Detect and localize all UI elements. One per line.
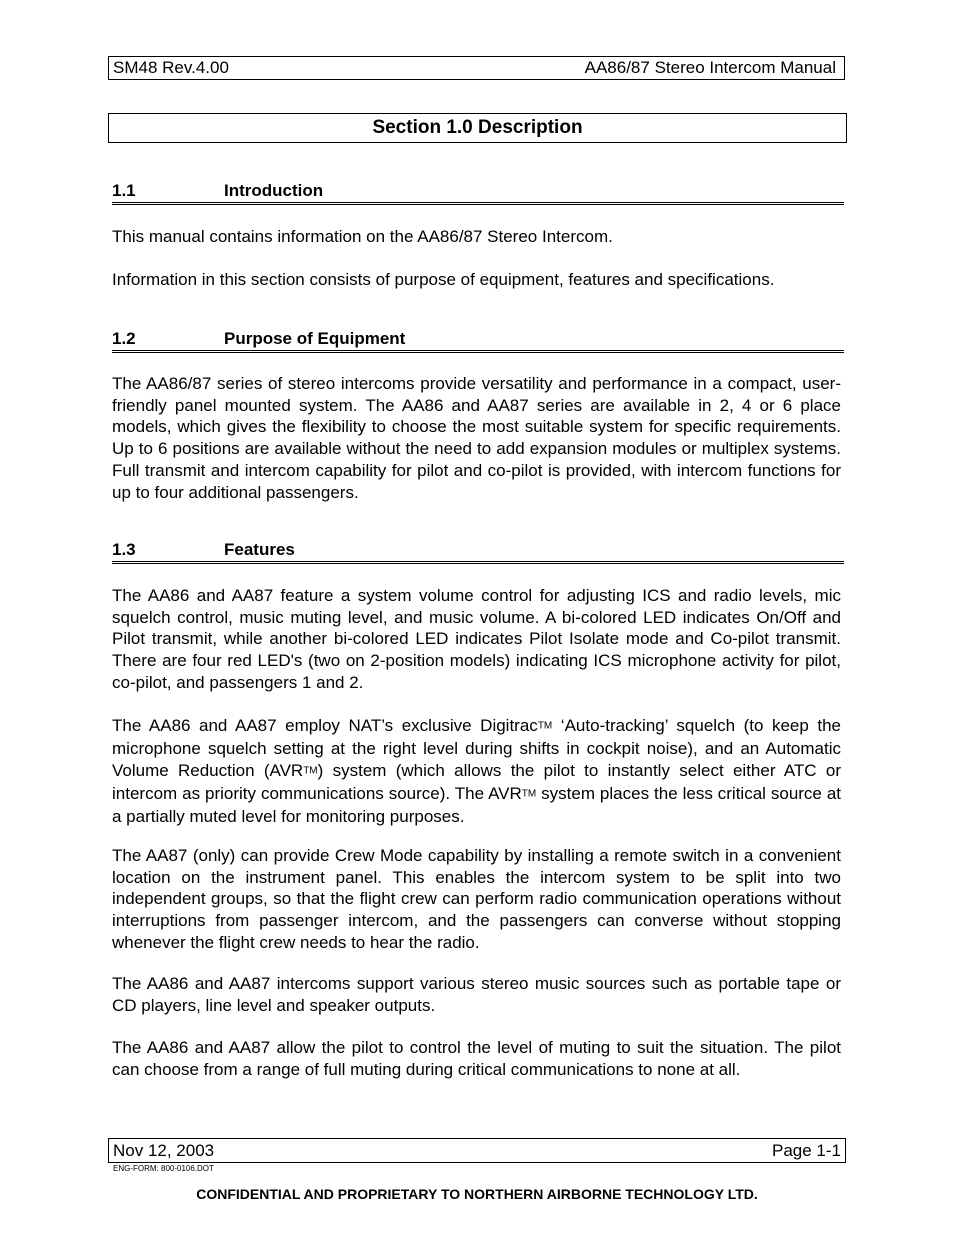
doc-revision: SM48 Rev.4.00 (113, 58, 229, 77)
heading-title: Introduction (224, 181, 324, 200)
intro-paragraph-2: Information in this section consists of purpose of equipment, features and specifications. (112, 270, 775, 289)
heading-number: 1.2 (112, 329, 136, 348)
heading-number: 1.3 (112, 540, 136, 559)
features-paragraph-1: The AA86 and AA87 feature a system volume control for adjusting ICS and radio levels, mic squelch control, music muting level, and music volume. A bi-colored LED indicates On/Off and Pilot transmit, while another bi-colored LED indicates Pilot Isolate mode and Co-pilot transmit. There are four red LED's (two on 2-position models) indicating ICS microphone activity for pilot, co-pilot, and passengers 1 and 2. (112, 586, 841, 692)
page-number: Page 1-1 (772, 1140, 841, 1160)
features-paragraph-2: The AA86 and AA87 employ NAT’s exclusive DigitracTM ‘Auto-tracking’ squelch (to keep the microphone squelch setting at the right level during shifts in cockpit noise), and an Automatic Volume Reduction (AVRTM) system (which allows the pilot to instantly select either ATC or intercom as priority communications source). The AVRTM system places the less critical source at a partially muted level for monitoring purposes. (112, 716, 842, 827)
page-footer (108, 1138, 846, 1163)
heading-title: Purpose of Equipment (224, 329, 406, 348)
features-paragraph-4: The AA86 and AA87 intercoms support various stereo music sources such as portable tape or CD players, line level and speaker outputs. (112, 974, 841, 1015)
form-code: ENG-FORM: 800-0106.DOT (113, 1164, 214, 1173)
intro-paragraph-1: This manual contains information on the AA86/87 Stereo Intercom. (112, 227, 613, 246)
heading-introduction (112, 181, 844, 205)
trademark-mark: TM (303, 765, 318, 777)
features-paragraph-3: The AA87 (only) can provide Crew Mode capability by installing a remote switch in a convenient location on the instrument panel. This enables the intercom system to be split into two independent groups, so that the flight crew can perform radio communication operations without interruptions from passenger intercom, and the passengers can converse without stopping whenever the flight crew needs to hear the radio. (112, 846, 841, 952)
purpose-paragraph: The AA86/87 series of stereo intercoms provide versatility and performance in a compact, user-friendly panel mounted system. The AA86 and AA87 series are available in 2, 4 or 6 place models, which gives the flexibility to choose the most suitable system for specific requirements. Up to 6 positions are available without the need to add expansion modules or multiplex systems. Full transmit and intercom capability for pilot and co-pilot is provided, with intercom functions for up to four additional passengers. (112, 374, 841, 502)
heading-purpose (112, 329, 844, 353)
heading-number: 1.1 (112, 181, 136, 200)
footer-date: Nov 12, 2003 (113, 1140, 215, 1160)
trademark-mark: TM (537, 720, 553, 732)
page-header (108, 56, 845, 80)
heading-features (112, 540, 844, 564)
features-paragraph-5: The AA86 and AA87 allow the pilot to control the level of muting to suit the situation. The pilot can choose from a range of full muting during critical communications to none at all. (112, 1038, 841, 1079)
manual-title: AA86/87 Stereo Intercom Manual (584, 58, 836, 77)
section-title: Section 1.0 Description (108, 113, 847, 143)
trademark-mark: TM (521, 788, 537, 800)
confidentiality-notice: CONFIDENTIAL AND PROPRIETARY TO NORTHERN AIRBORNE TECHNOLOGY LTD. (196, 1186, 758, 1202)
heading-title: Features (224, 540, 295, 559)
